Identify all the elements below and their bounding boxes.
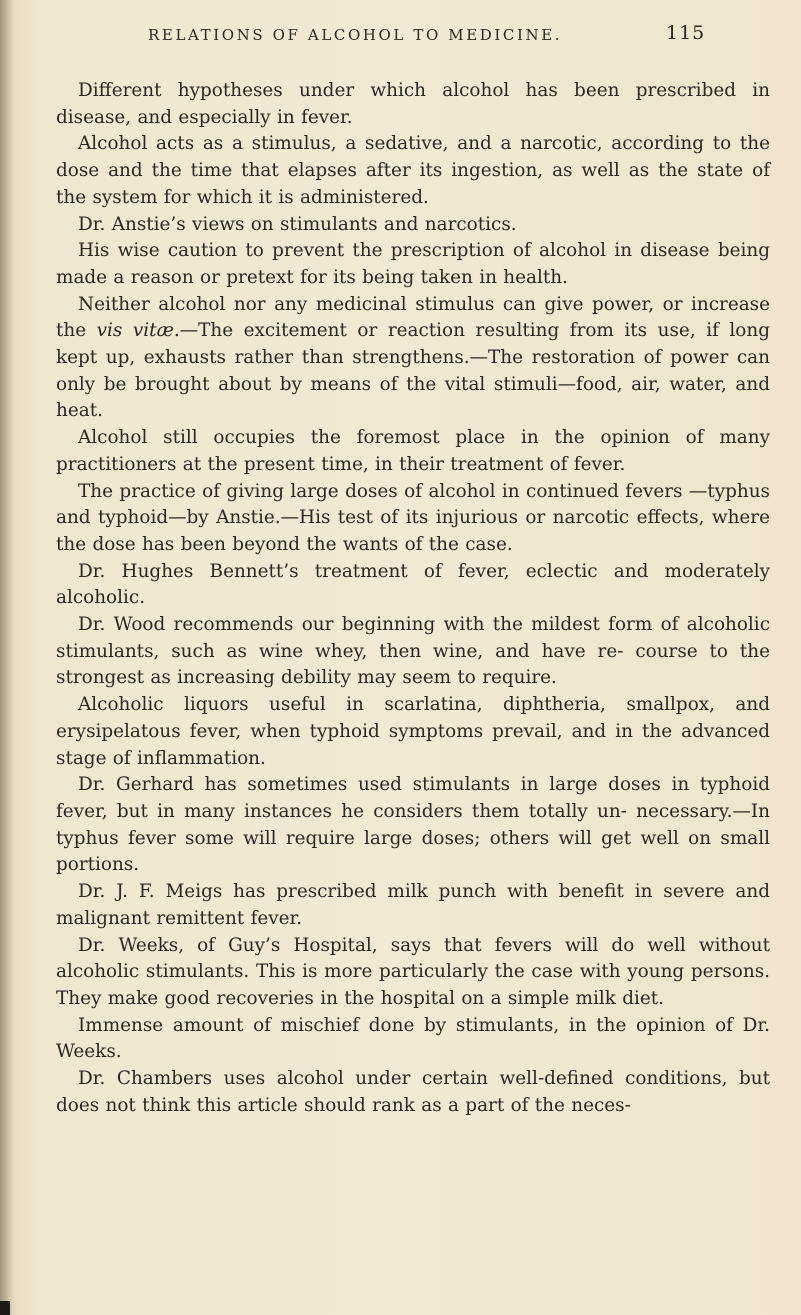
paragraph: Alcohol still occupies the foremost place in the opinion of many practitioners at the present time, in their treatment of fever.: [56, 427, 770, 475]
page-number: 115: [666, 22, 706, 44]
paragraph: Dr. Chambers uses alcohol under certain well-defined conditions, but does not think this article should rank as a part of the neces-: [56, 1068, 770, 1116]
paragraph: Dr. Anstie’s views on stimulants and narcotics.: [78, 213, 517, 235]
paragraph: Different hypotheses under which alcohol has been prescribed in disease, and especially in fever.: [56, 80, 770, 128]
paragraph: Alcohol acts as a stimulus, a sedative, and a narcotic, according to the dose and the time that elapses after its ingestion, as well as the state of the system for which it is administered.: [56, 133, 770, 208]
gutter-shadow: [0, 0, 14, 1315]
body-text: [56, 78, 770, 1119]
scan-corner-mark: [0, 1301, 10, 1315]
paragraph: Dr. J. F. Meigs has prescribed milk punch with benefit in severe and malignant remittent fever.: [56, 881, 770, 929]
paragraph: Dr. Weeks, of Guy’s Hospital, says that fevers will do well without alcoholic stimulants. This is more particularly the case with young persons. They make good recoveries in the hospital on a simple milk diet.: [56, 934, 770, 1009]
paragraph: Dr. Gerhard has sometimes used stimulants in large doses in typhoid fever, but in many instances he considers them totally un- necessary.—In typhus fever some will require large doses; others will get well on small portions.: [56, 774, 770, 876]
paragraph: Dr. Wood recommends our beginning with the mildest form of alcoholic stimulants, such as wine whey, then wine, and have re- course to the strongest as increasing debility may seem to require.: [56, 614, 770, 689]
paragraph: Alcoholic liquors useful in scarlatina, diphtheria, smallpox, and erysipelatous fever, when typhoid symptoms prevail, and in the advanced stage of inflammation.: [56, 694, 770, 769]
paragraph: The practice of giving large doses of alcohol in continued fevers —typhus and typhoid—by Anstie.—His test of its injurious or narcotic effects, where the dose has been beyond the wants of the case.: [56, 480, 770, 555]
paragraph: Dr. Hughes Bennett’s treatment of fever, eclectic and moderately alcoholic.: [56, 560, 770, 609]
latin-phrase: vis vitæ: [96, 320, 174, 342]
running-header: RELATIONS OF ALCOHOL TO MEDICINE.: [148, 26, 563, 44]
paragraph: Neither alcohol nor any medicinal stimulus can give power, or increase the vis vitæ.—The excitement or reaction resulting from its use, if long kept up, exhausts rather than strengthens.—The restoration of power can only be brought about by means of the vital stimuli—food, air, water, and heat.: [56, 293, 770, 422]
paragraph: Immense amount of mischief done by stimulants, in the opinion of Dr. Weeks.: [56, 1014, 770, 1063]
paragraph: His wise caution to prevent the prescription of alcohol in disease being made a reason or pretext for its being taken in health.: [56, 240, 770, 288]
